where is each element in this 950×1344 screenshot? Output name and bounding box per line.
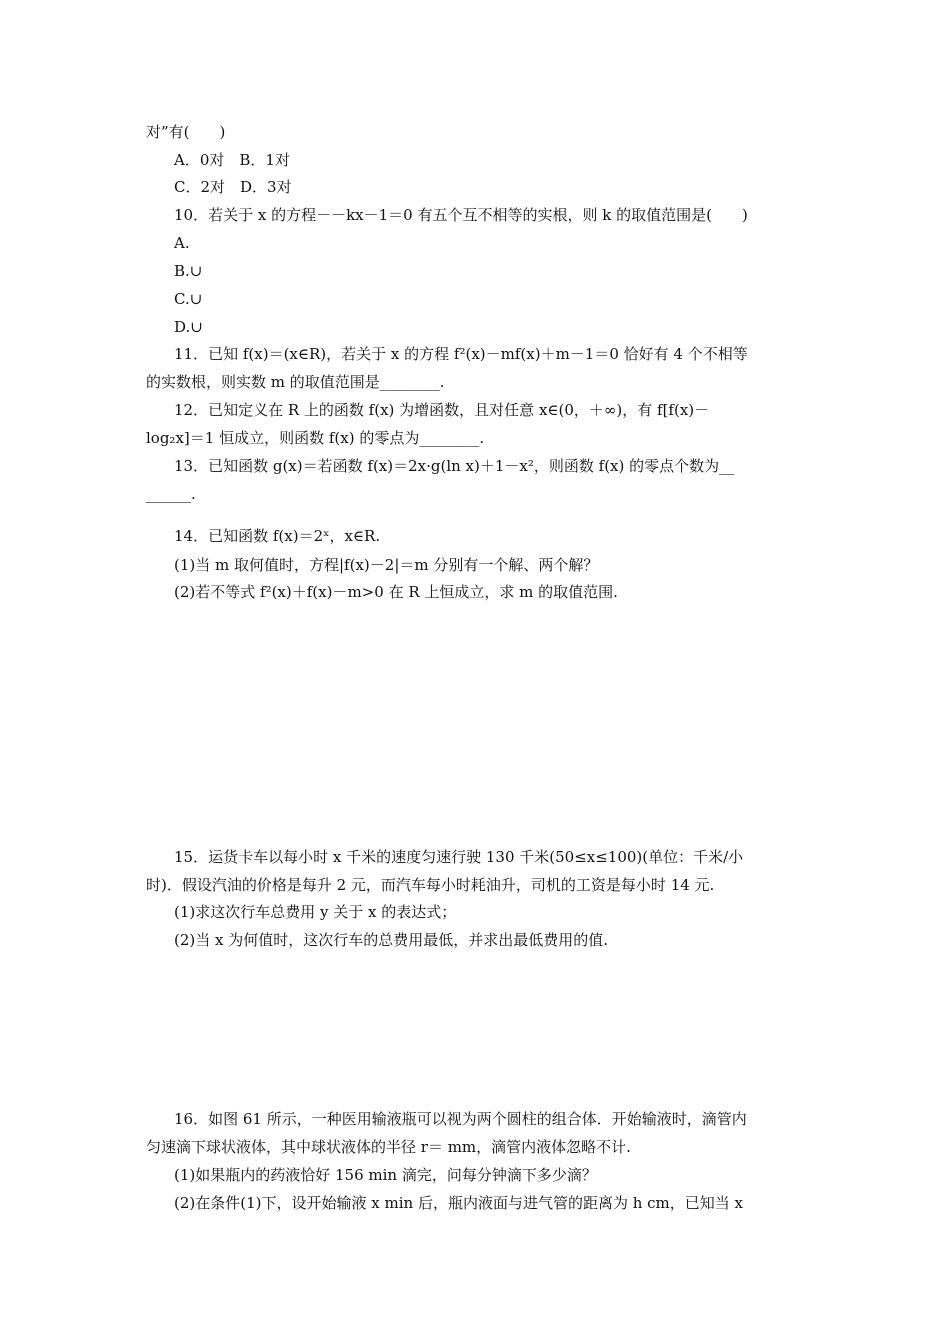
q11-line2: 的实数根，则实数 m 的取值范围是________. xyxy=(146,373,445,391)
q15-part1: (1)求这次行车总费用 y 关于 x 的表达式； xyxy=(174,903,457,921)
q12-line1: 12．已知定义在 R 上的函数 f(x) 为增函数，且对任意 x∈(0，＋∞)，有 f[f(x)－ xyxy=(174,401,710,419)
q10-option-d: D.∪ xyxy=(174,318,203,336)
q16-part2: (2)在条件(1)下，设开始输液 x min 后，瓶内液面与进气管的距离为 h cm，已知当 x xyxy=(174,1194,743,1212)
q16-part1: (1)如果瓶内的药液恰好 156 min 滴完，问每分钟滴下多少滴？ xyxy=(174,1166,597,1184)
q14-part1: (1)当 m 取何值时，方程|f(x)－2|＝m 分别有一个解、两个解？ xyxy=(174,556,599,574)
q9-option-cd: C．2对 D．3对 xyxy=(174,178,292,196)
q16-line1: 16．如图 61 所示，一种医用输液瓶可以视为两个圆柱的组合体．开始输液时，滴管内 xyxy=(174,1110,747,1128)
q16-line2: 匀速滴下球状液体，其中球状液体的半径 r＝ mm，滴管内液体忽略不计. xyxy=(146,1138,631,1156)
q13-line1: 13．已知函数 g(x)＝若函数 f(x)＝2x·g(ln x)＋1－x²，则函数 f(x) 的零点个数为__ xyxy=(174,457,735,475)
q10-stem: 10．若关于 x 的方程－－kx－1＝0 有五个互不相等的实根，则 k 的取值范围是( ) xyxy=(174,206,748,224)
q15-line2: 时)．假设汽油的价格是每升 2 元，而汽车每小时耗油升，司机的工资是每小时 14 元. xyxy=(146,876,715,894)
q9-tail: 对”有( ) xyxy=(146,123,226,141)
q14-stem: 14．已知函数 f(x)＝2ˣ，x∈R. xyxy=(174,527,381,545)
q13-line2: ______. xyxy=(146,485,196,503)
q9-option-ab: A．0对 B．1对 xyxy=(174,151,290,169)
q11-line1: 11．已知 f(x)＝(x∈R)，若关于 x 的方程 f²(x)－mf(x)＋m－1＝0 恰好有 4 个不相等 xyxy=(174,345,748,363)
q10-option-a: A. xyxy=(174,234,190,252)
q15-line1: 15．运货卡车以每小时 x 千米的速度匀速行驶 130 千米(50≤x≤100)(单位：千米/小 xyxy=(174,848,744,866)
q12-line2: log₂x]＝1 恒成立，则函数 f(x) 的零点为________. xyxy=(146,429,485,447)
q10-option-b: B.∪ xyxy=(174,262,203,280)
q15-part2: (2)当 x 为何值时，这次行车的总费用最低，并求出最低费用的值. xyxy=(174,931,609,949)
q14-part2: (2)若不等式 f²(x)＋f(x)－m>0 在 R 上恒成立，求 m 的取值范围. xyxy=(174,583,618,601)
q10-option-c: C.∪ xyxy=(174,290,203,308)
